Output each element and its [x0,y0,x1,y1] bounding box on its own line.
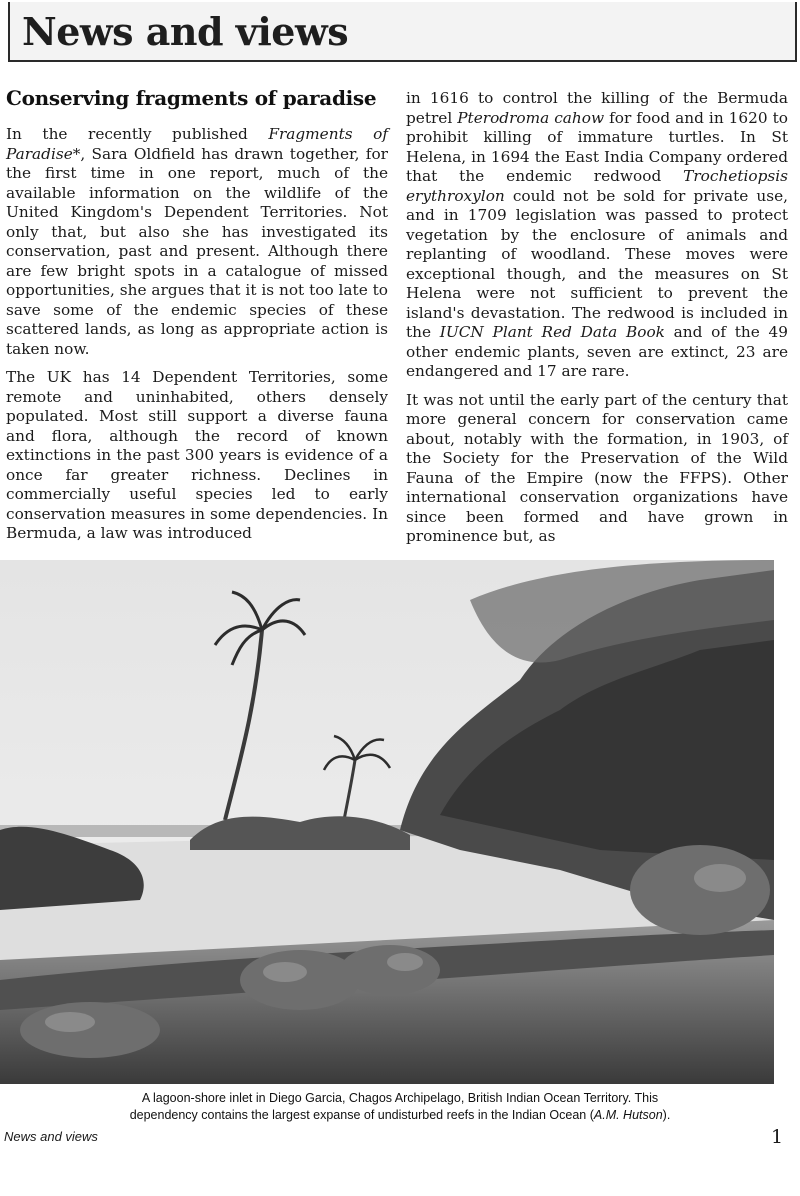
paragraph-4: It was not until the early part of the century that more general concern for conservation came about, notably with the formation, in 1903, of the Society for the Preservation of the Wild Fauna of the Empire (now the FFPS). Other international conservation organizations have since been formed and have grown in prominence but, as [406,390,788,545]
paragraph-3 [406,89,788,382]
book-title: IUCN Plant Red Data Book [439,323,665,341]
species-name: Trochetiopsis erythroxylon [406,167,788,205]
species-name: Pterodroma cahow [457,108,605,127]
text-run: *, Sara Oldfield has drawn together, for the first time in one report, much of the available information on the wildlife of the United Kingdom's Dependent Territories. Not only that, but also she has investigated its conservation, past and present. Although there are few bright spots in a catalogue of missed opportunities, she argues that it is not too late to save some of the endemic species of these scattered lands, as long as appropriate action is taken now. [6,144,388,358]
text-run: could not be sold for private use, and in 1709 legislation was passed to protect vegetation by the enclosure of animals and replanting of woodland. These moves were exceptional though, and the measures on St Helena were not sufficient to prevent the island's devastation. The redwood is included in the [406,186,788,341]
caption-line: A lagoon-shore inlet in Diego Garcia, Chagos Archipelago, British Indian Ocean Territory. This [141,1091,659,1105]
text-run: for food and in 1620 to prohibit killing of immature turtles. In St Helena, in 1694 the East India Company ordered that the endemic redwood [406,108,788,185]
lagoon-photo [0,560,774,1084]
text-run: and of the 49 other endemic plants, seven are extinct, 23 are endangered and 17 are rare. [406,323,788,380]
footer-section-name: News and views [4,1129,98,1144]
section-banner [8,2,797,62]
caption-line: ). [662,1108,671,1122]
caption-line: dependency contains the largest expanse of undisturbed reefs in the Indian Ocean ( [129,1108,594,1122]
section-title: News and views [22,9,349,54]
text-run: in 1616 to control the killing of the Bermuda petrel [406,89,788,127]
paragraph-2: The UK has 14 Dependent Territories, some remote and uninhabited, others densely populated. Most still support a diverse fauna and flora, although the record of known extinctions in the past 300 years is evidence of a once far greater richness. Declines in commercially useful species led to early conservation measures in some dependencies. In Bermuda, a law was introduced [6,368,388,542]
photo-caption [20,1090,780,1124]
column-right [406,89,788,556]
photo-credit: A.M. Hutson [593,1108,663,1122]
book-title: Fragments of Paradise [6,125,388,163]
page-number: 1 [771,1126,784,1148]
paragraph-1 [6,125,388,359]
text-run: In the recently published [6,125,269,143]
column-left [6,85,388,553]
article-title: Conserving fragments of paradise [6,86,377,110]
